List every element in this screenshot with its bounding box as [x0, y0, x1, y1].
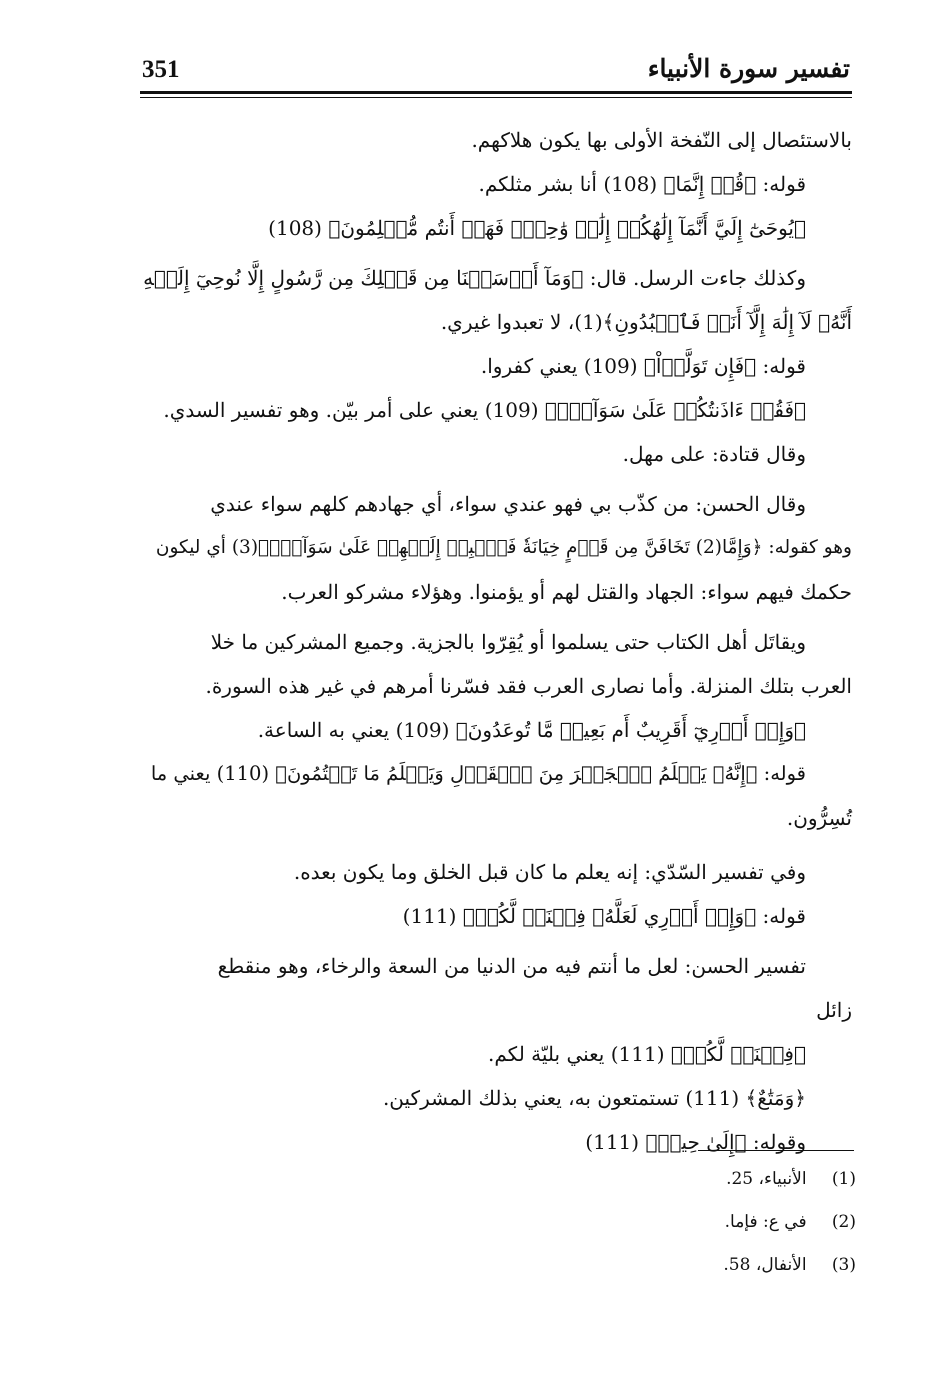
- footnote-number: (2): [831, 1212, 856, 1232]
- text-line: قوله: ﴿قُلۡ إِنَّمَا﴾ (108) أنا بشر مثلكم.: [478, 172, 806, 196]
- text-line: زائل: [816, 998, 852, 1022]
- running-title: تفسير سورة الأنبياء: [647, 54, 850, 83]
- header-rule-thin: [140, 97, 852, 98]
- footnote: [596, 1205, 856, 1248]
- text-line: وهو كقوله: ﴿وَإِمَّا(2) تَخَافَنَّ مِن قَوۡمٍ خِيَانَةٗ فَٱنۢبِذۡ إِلَيۡهِمۡ عَلَىٰ سَوَآءٍۚ﴾(3) أي ليكون: [155, 537, 852, 558]
- verse-line: ﴿وَإِنۡ أَدۡرِيٓ أَقَرِيبٌ أَم بَعِيدٞ مَّا تُوعَدُونَ﴾ (109) يعني به الساعة.: [257, 718, 806, 742]
- main-text: [140, 118, 852, 1164]
- verse-line: ﴿فَقُلۡ ءَاذَنتُكُمۡ عَلَىٰ سَوَآءٖۖ﴾ (109) يعني على أمر بيّن. وهو تفسير السدي.: [163, 398, 806, 422]
- footnote-rule: [698, 1150, 854, 1151]
- verse-line: ﴿يُوحَىٰٓ إِلَيَّ أَنَّمَآ إِلَٰهُكُمۡ إِلَٰهٞ وَٰحِدٞۖ فَهَلۡ أَنتُم مُّسۡلِمُونَ﴾ (108): [268, 216, 806, 240]
- header-rule: [140, 91, 852, 94]
- text-line: وفي تفسير السّدّي: إنه يعلم ما كان قبل الخلق وما يكون بعده.: [293, 860, 806, 884]
- text-line: تفسير الحسن: لعل ما أنتم فيه من الدنيا من السعة والرخاء، وهو منقطع: [217, 954, 806, 978]
- footnote: [596, 1248, 856, 1291]
- page-number: 351: [142, 56, 180, 83]
- footnote: [596, 1162, 856, 1205]
- text-line: قوله: ﴿فَإِن تَوَلَّوۡاْ﴾ (109) يعني كفروا.: [480, 354, 806, 378]
- footnotes: [596, 1162, 856, 1291]
- verse-line: ﴿فِتۡنَةٞ لَّكُمۡ﴾ (111) يعني بليّة لكم.: [487, 1042, 806, 1066]
- text-line: وقال قتادة: على مهل.: [622, 442, 806, 466]
- text-line: أَنَّهُۥ لَآ إِلَٰهَ إِلَّآ أَنَا۠ فَٱعۡبُدُونِ﴾(1)، لا تعبدوا غيري.: [440, 310, 852, 334]
- footnote-number: (3): [831, 1255, 856, 1275]
- text-line: وقوله: ﴿إِلَىٰ حِينٖ﴾ (111): [585, 1130, 806, 1154]
- footnote-text: في ع: فإما.: [724, 1212, 807, 1232]
- footnote-text: الأنبياء، 25.: [726, 1169, 807, 1189]
- text-line: العرب بتلك المنزلة. وأما نصارى العرب فقد فسّرنا أمرهم في غير هذه السورة.: [205, 674, 852, 698]
- footnote-text: الأنفال، 58.: [723, 1255, 807, 1275]
- verse-line: ﴿وَمَتَٰعٌ﴾ (111) تستمتعون به، يعني بذلك المشركين.: [382, 1086, 806, 1110]
- text-line: ويقاتَل أهل الكتاب حتى يسلموا أو يُقِرّوا بالجزية. وجميع المشركين ما خلا: [210, 630, 806, 654]
- text-line: حكمك فيهم سواء: الجهاد والقتل لهم أو يؤمنوا. وهؤلاء مشركو العرب.: [281, 580, 852, 604]
- footnote-number: (1): [831, 1169, 856, 1189]
- text-line: تُسِرُّون.: [786, 806, 852, 830]
- text-line: قوله: ﴿وَإِنۡ أَدۡرِي لَعَلَّهُۥ فِتۡنَةٞ لَّكُمۡ﴾ (111): [402, 904, 806, 928]
- text-line: وقال الحسن: من كذّب بي فهو عندي سواء، أي جهادهم كلهم سواء عندي: [210, 492, 806, 516]
- text-line: قوله: ﴿إِنَّهُۥ يَعۡلَمُ ٱلۡجَهۡرَ مِنَ ٱلۡقَوۡلِ وَيَعۡلَمُ مَا تَكۡتُمُونَ﴾ (110) يعني ما: [150, 762, 806, 785]
- text-line: وكذلك جاءت الرسل. قال: ﴿وَمَآ أَرۡسَلۡنَا مِن قَبۡلِكَ مِن رَّسُولٍ إِلَّا نُوحِيٓ إِلَيۡهِ: [143, 266, 806, 290]
- text-line: بالاستئصال إلى النّفخة الأولى بها يكون هلاكهم.: [471, 128, 852, 152]
